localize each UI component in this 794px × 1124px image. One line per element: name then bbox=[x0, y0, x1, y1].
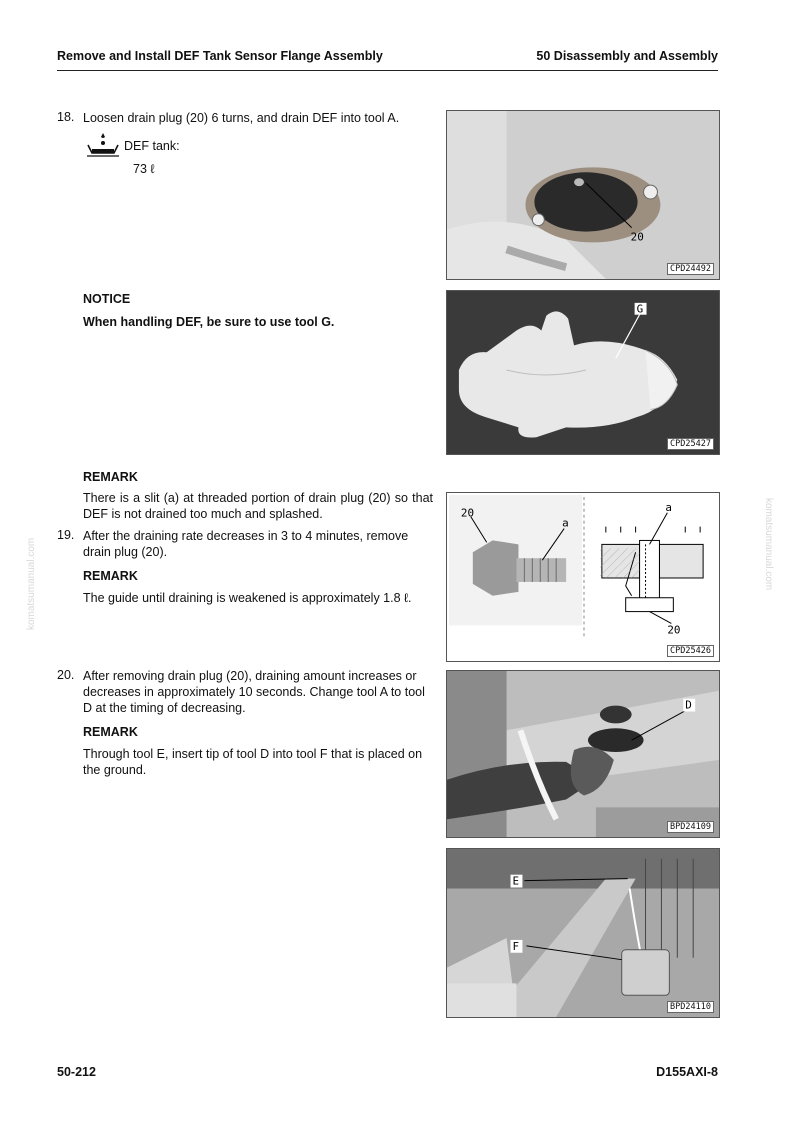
figure-tools-e-f-callout-e: E bbox=[512, 874, 520, 888]
figure-plug-slit-callout-20-left: 20 bbox=[460, 506, 475, 520]
figure-tool-d-code: BPD24109 bbox=[667, 821, 714, 833]
remark-3-text: Through tool E, insert tip of tool D into tool F that is placed on the ground. bbox=[83, 747, 423, 777]
def-tank-label: DEF tank: bbox=[124, 139, 180, 153]
figure-drain-plug bbox=[446, 110, 720, 280]
figure-gloves-code: CPD25427 bbox=[667, 438, 714, 450]
remark-1-text: There is a slit (a) at threaded portion of drain plug (20) so that DEF is not drained too much and splashed. bbox=[83, 491, 433, 521]
figure-plug-slit-callout-20-right: 20 bbox=[667, 623, 681, 637]
header-title: Remove and Install DEF Tank Sensor Flange Assembly bbox=[57, 49, 383, 63]
figure-plug-slit bbox=[446, 492, 720, 662]
figure-plug-slit-callout-a-right: a bbox=[665, 500, 672, 514]
footer-model: D155AXI-8 bbox=[656, 1065, 718, 1079]
def-tank-capacity: 73 ℓ bbox=[133, 162, 155, 176]
drain-container-icon bbox=[86, 131, 120, 157]
watermark-right: komatsumanual.com bbox=[763, 498, 774, 591]
watermark-left: komatsumanual.com bbox=[26, 537, 37, 630]
remark-2-title: REMARK bbox=[83, 569, 138, 583]
remark-1-title: REMARK bbox=[83, 470, 138, 484]
step-18-text: Loosen drain plug (20) 6 turns, and drain DEF into tool A. bbox=[83, 111, 400, 125]
notice-title: NOTICE bbox=[83, 292, 131, 306]
header-divider bbox=[57, 70, 718, 71]
figure-plug-slit-callout-a-left: a bbox=[562, 516, 569, 530]
figure-tool-d-callout-d: D bbox=[685, 698, 692, 712]
figure-tools-e-f-code: BPD24110 bbox=[667, 1001, 714, 1013]
step-18-number: 18. bbox=[57, 110, 75, 124]
remark-2-text: The guide until draining is weakened is approximately 1.8 ℓ. bbox=[83, 591, 412, 605]
figure-tool-d bbox=[446, 670, 720, 838]
remark-3-title: REMARK bbox=[83, 725, 138, 739]
footer-page-number: 50-212 bbox=[57, 1065, 96, 1079]
figure-gloves bbox=[446, 290, 720, 455]
notice-text: When handling DEF, be sure to use tool G. bbox=[83, 315, 335, 329]
figure-tools-e-f-callout-f: F bbox=[512, 939, 520, 953]
figure-drain-plug-code: CPD24492 bbox=[667, 263, 714, 275]
header-section: 50 Disassembly and Assembly bbox=[536, 49, 718, 63]
step-20-text: After removing drain plug (20), draining amount increases or decreases in approximately 10 seconds. Change tool A to tool D at the timing of decreasing. bbox=[83, 669, 425, 715]
figure-drain-plug-callout-20: 20 bbox=[630, 230, 644, 244]
figure-gloves-callout-g: G bbox=[636, 302, 644, 316]
figure-tools-e-f bbox=[446, 848, 720, 1018]
step-20-number: 20. bbox=[57, 668, 75, 682]
step-19-text: After the draining rate decreases in 3 to 4 minutes, remove drain plug (20). bbox=[83, 529, 409, 559]
step-19-number: 19. bbox=[57, 528, 75, 542]
figure-plug-slit-code: CPD25426 bbox=[667, 645, 714, 657]
